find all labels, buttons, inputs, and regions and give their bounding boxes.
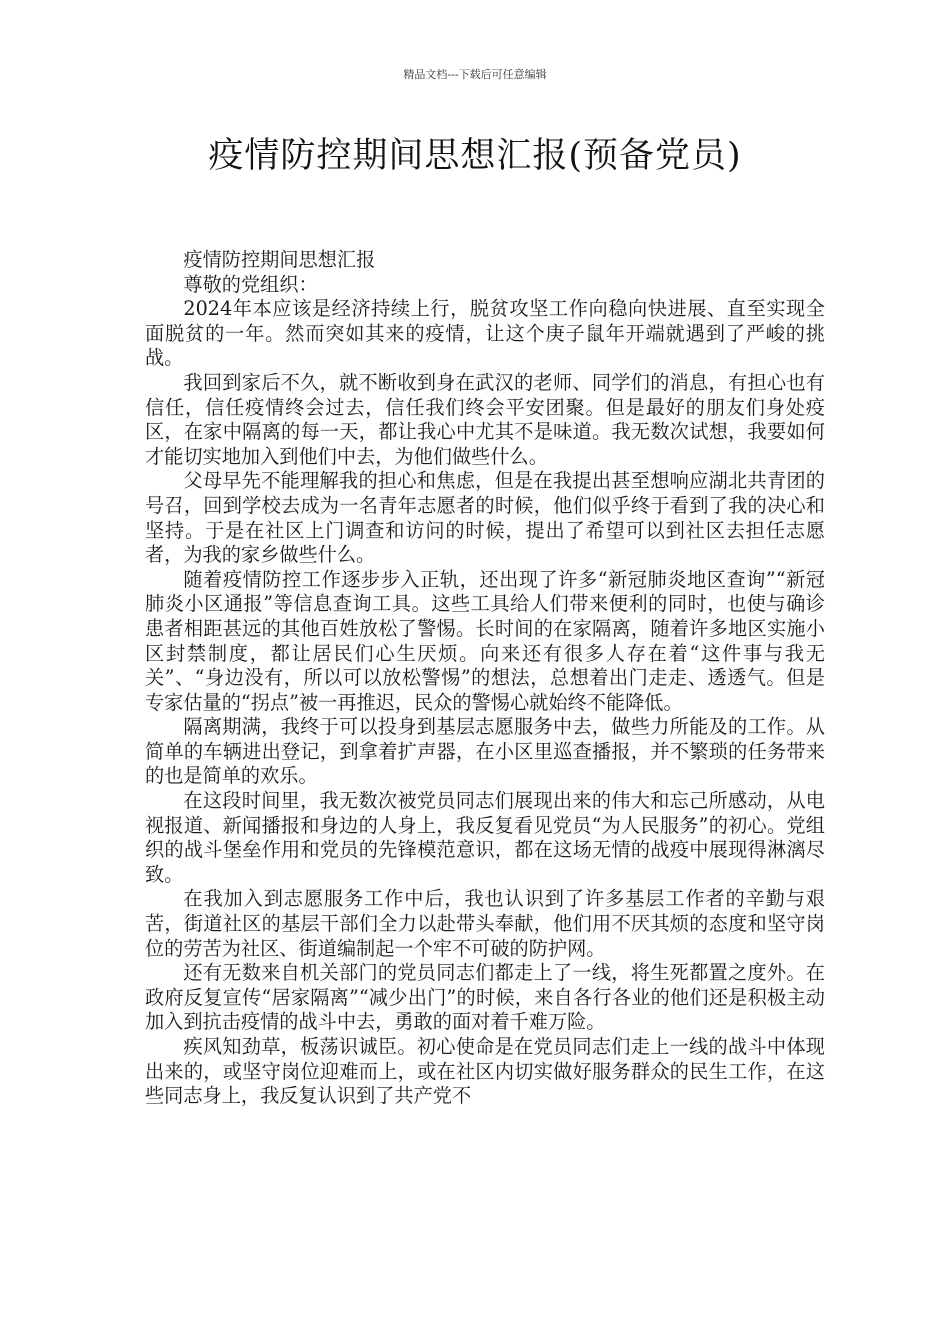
paragraph-salutation: 尊敬的党组织： [183, 272, 318, 296]
paragraph-subtitle: 疫情防控期间思想汇报 [183, 248, 376, 271]
document-title: 疫情防控期间思想汇报(预备党员) [208, 136, 742, 176]
paragraph: 2024年本应该是经济持续上行，脱贫攻坚工作向稳向快进展、直至实现全面脱贫的一年。然而突如其来的疫情，让这个庚子鼠年开端就遇到了严峻的挑战。 [145, 297, 825, 370]
header-note: 精品文档---下载后可任意编辑 [403, 68, 547, 81]
paragraph: 随着疫情防控工作逐步步入正轨，还出现了许多“新冠肺炎地区查询”“新冠肺炎小区通报”等信息查询工具。这些工具给人们带来便利的同时，也使与确诊患者相距甚远的其他百姓放松了警惕。长时间的在家隔离，随着许多地区实施小区封禁制度，都让居民们心生厌烦。向来还有很多人存在着“这件事与我无关”、“身边没有，所以可以放松警惕”的想法，总想着出门走走、透透气。但是专家估量的“拐点”被一再推迟，民众的警惕心就始终不能降低。 [145, 567, 825, 714]
document-body [145, 248, 825, 1109]
paragraph: 在我加入到志愿服务工作中后，我也认识到了许多基层工作者的辛勤与艰苦，街道社区的基层干部们全力以赴带头奉献，他们用不厌其烦的态度和坚守岗位的劳苦为社区、街道编制起一个牢不可破的防护网。 [145, 887, 825, 960]
paragraph: 隔离期满，我终于可以投身到基层志愿服务中去，做些力所能及的工作。从简单的车辆进出登记，到拿着扩声器，在小区里巡查播报，并不繁琐的任务带来的也是简单的欢乐。 [145, 715, 825, 788]
paragraph: 在这段时间里，我无数次被党员同志们展现出来的伟大和忘己所感动，从电视报道、新闻播报和身边的人身上，我反复看见党员“为人民服务”的初心。党组织的战斗堡垒作用和党员的先锋模范意识，都在这场无情的战疫中展现得淋漓尽致。 [145, 789, 825, 886]
paragraph: 父母早先不能理解我的担心和焦虑，但是在我提出甚至想响应湖北共青团的号召，回到学校去成为一名青年志愿者的时候，他们似乎终于看到了我的决心和坚持。于是在社区上门调查和访问的时候，提出了希望可以到社区去担任志愿者，为我的家乡做些什么。 [145, 469, 825, 567]
paragraph: 我回到家后不久，就不断收到身在武汉的老师、同学们的消息，有担心也有信任，信任疫情终会过去，信任我们终会平安团聚。但是最好的朋友们身处疫区，在家中隔离的每一天，都让我心中尤其不是味道。我无数次试想，我要如何才能切实地加入到他们中去，为他们做些什么。 [145, 370, 825, 468]
paragraph: 还有无数来自机关部门的党员同志们都走上了一线，将生死都置之度外。在政府反复宣传“居家隔离”“减少出门”的时候，来自各行各业的他们还是积极主动加入到抗击疫情的战斗中去，勇敢的面对着千难万险。 [145, 961, 825, 1034]
paragraph: 疾风知劲草，板荡识诚臣。初心使命是在党员同志们走上一线的战斗中体现出来的，或坚守岗位迎难而上，或在社区内切实做好服务群众的民生工作，在这些同志身上，我反复认识到了共产党不 [145, 1035, 825, 1108]
